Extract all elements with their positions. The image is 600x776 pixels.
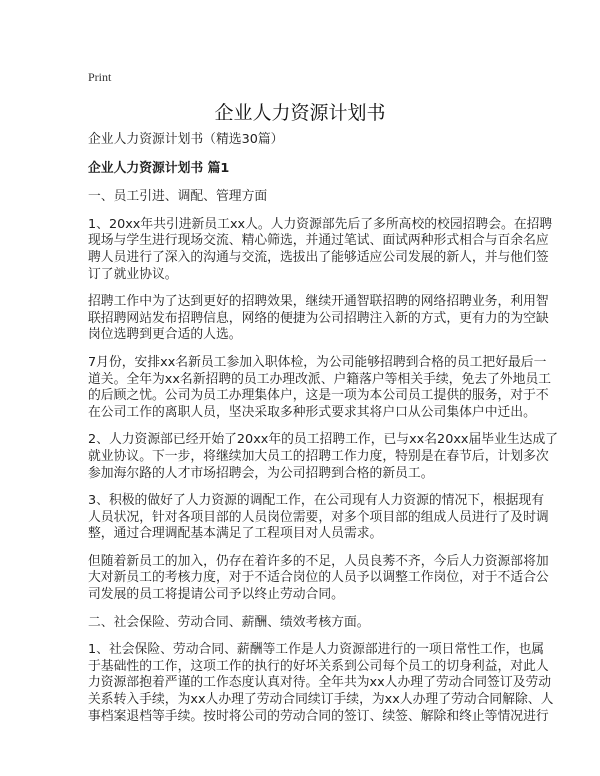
paragraph-line: 一、员工引进、调配、管理方面 xyxy=(88,189,268,205)
paragraph-line: 聘人员进行了深入的沟通与交流，选拔出了能够适应公司发展的新人，并与他们签 xyxy=(88,249,549,265)
paragraph-line: 联招聘网站发布招聘信息，网络的便捷为公司招聘注入新的方式，更有力的为空缺 xyxy=(88,310,549,326)
paragraph-line: 大对新员工的考核力度，对于不适合岗位的人员予以调整工作岗位，对于不适合公 xyxy=(88,570,549,586)
paragraph-line: 关系转入手续，为xx人办理了劳动合同续订手续，为xx人办理了劳动合同解除、人 xyxy=(88,692,554,708)
paragraph xyxy=(88,642,554,725)
paragraph-line: 人员状况，针对各项目部的人员岗位需要，对多个项目部的组成人员进行了及时调 xyxy=(88,509,549,525)
paragraph xyxy=(88,354,552,421)
paragraph-line: 司发展的员工将提请公司予以终止劳动合同。 xyxy=(88,587,344,603)
paragraph-line: 就业协议。下一步，将继续加大员工的招聘工作力度，特别是在春节后，计划多次 xyxy=(88,448,549,464)
paragraph-line: 整，通过合理调配基本满足了工程项目对人员需求。 xyxy=(88,526,383,542)
paragraph-line: 岗位选聘到更合适的人选。 xyxy=(88,327,242,343)
document-subtitle: 企业人力资源计划书（精选30篇） xyxy=(88,132,284,147)
section-heading: 企业人力资源计划书 篇1 xyxy=(88,160,230,176)
paragraph xyxy=(88,216,553,283)
paragraph-line: 1、社会保险、劳动合同、薪酬等工作是人力资源部进行的一项日常性工作，也属 xyxy=(88,642,545,658)
paragraph-line: 7月份，安排xx名新员工参加入职体检，为公司能够招聘到合格的员工把好最后一 xyxy=(88,354,547,370)
paragraph-line: 招聘工作中为了达到更好的招聘效果，继续开通智联招聘的网络招聘业务，利用智 xyxy=(88,294,549,310)
paragraph-line: 事档案退档等手续。按时将公司的劳动合同的签订、续签、解除和终止等情况进行 xyxy=(88,708,549,724)
paragraph-line: 参加海尔路的人才市场招聘会，为公司招聘到合格的新员工。 xyxy=(88,465,434,481)
document-title: 企业人力资源计划书 xyxy=(214,102,386,124)
paragraph-line: 2、人力资源部已经开始了20xx年的员工招聘工作，已与xx名20xx届毕业生达成了 xyxy=(88,432,559,448)
paragraph xyxy=(88,553,549,604)
paragraph-line: 二、社会保险、劳动合同、薪酬、绩效考核方面。 xyxy=(88,614,370,630)
print-label: Print xyxy=(88,70,112,84)
paragraph-line: 现场与学生进行现场交流、精心筛选，并通过笔试、面试两种形式相合与百余名应 xyxy=(88,233,549,249)
paragraph-line: 道关。全年为xx名新招聘的员工办理改派、户籍落户等相关手续，免去了外地员工 xyxy=(88,371,552,387)
paragraph-line: 1、20xx年共引进新员工xx人。人力资源部先后了多所高校的校园招聘会。在招聘 xyxy=(88,216,553,232)
paragraph-line: 的后顾之忧。公司为员工办理集体户，这是一项为本公司员工提供的服务，对于不 xyxy=(88,388,549,404)
paragraph xyxy=(88,189,528,206)
paragraph-line: 但随着新员工的加入，仍存在着许多的不足，人员良莠不齐，今后人力资源部将加 xyxy=(88,553,549,569)
paragraph-line: 力资源部抱着严谨的工作态度认真对待。全年共为xx人办理了劳动合同签订及劳动 xyxy=(88,675,552,691)
paragraph xyxy=(88,432,559,482)
paragraph xyxy=(88,493,549,543)
paragraph-line: 订了就业协议。 xyxy=(88,266,178,282)
paragraph-line: 在公司工作的离职人员，坚决采取多种形式要求其将户口从公司集体户中迁出。 xyxy=(88,404,536,420)
paragraphs xyxy=(88,189,559,725)
document-body xyxy=(88,132,559,736)
paragraph xyxy=(88,615,528,632)
paragraph-line: 于基础性的工作，这项工作的执行的好坏关系到公司每个员工的切身利益，对此人 xyxy=(88,658,549,674)
paragraph xyxy=(88,294,549,344)
paragraph-line: 3、积极的做好了人力资源的调配工作，在公司现有人力资源的情况下，根据现有 xyxy=(88,493,545,509)
